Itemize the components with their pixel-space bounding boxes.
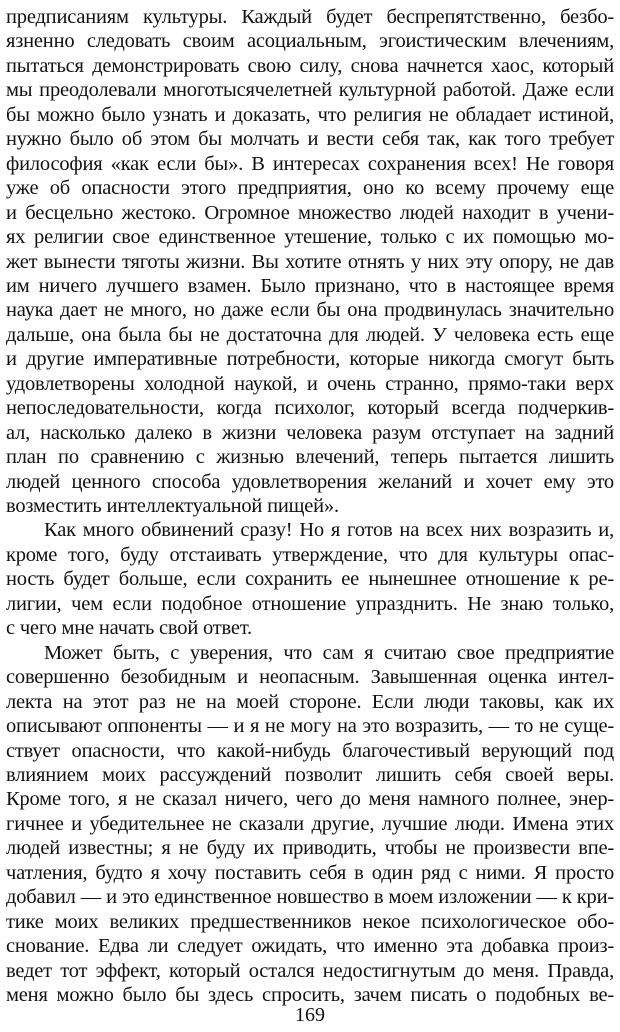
text-line: описывают оппоненты — и я не могу на это возразить, — то не суще- — [6, 715, 614, 738]
text-line: Может быть, с уверения, что сам я считаю свое предприятие — [44, 641, 614, 664]
text-line: философия «как если бы». В интересах сохранения всех! Не говоря — [6, 152, 614, 175]
text-line: с чего мне начать свой ответ. — [6, 617, 252, 640]
text-line: план по сравнению с жизнью влечений, теперь пытается лишить — [6, 446, 614, 469]
text-line: и бесцельно жестоко. Огромное множество людей находит в учени- — [6, 201, 614, 224]
text-line: ствует опасности, что какой-нибудь благочестивый верующий под — [6, 739, 614, 762]
text-line: совершенно безобидным и неопасным. Завышенная оценка интел- — [6, 666, 614, 689]
text-line: нужно было об этом бы молчать и вести себя так, как того требует — [6, 128, 614, 151]
text-line: ал, насколько далеко в жизни человека разум отступает на задний — [6, 421, 614, 444]
text-line: лигии, чем если подобное отношение упразднить. Не знаю только, — [6, 592, 614, 615]
text-line: лекта на этот раз не на моей стороне. Если люди таковы, как их — [6, 690, 614, 713]
text-line: влиянием моих рассуждений позволит лишить себя своей веры. — [6, 763, 614, 786]
text-line: меня можно было бы здесь спросить, зачем писать о подобных ве- — [6, 984, 614, 1006]
text-line: уже об опасности этого предприятия, оно ко всему прочему еще — [6, 177, 614, 200]
text-line: удовлетворены холодной наукой, и очень странно, прямо-таки верх — [6, 372, 614, 395]
text-line: кроме того, буду отстаивать утверждение, что для культуры опас- — [6, 543, 614, 566]
text-line: ях религии свое единственное утешение, только с их помощью мо- — [6, 226, 614, 249]
text-line: непоследовательности, когда психолог, который всегда подчеркив- — [6, 397, 614, 420]
text-line: наука дает не много, но даже если бы она продвинулась значительно — [6, 299, 614, 322]
text-line: чатления, будто я хочу поставить себя в один ряд с ними. Я просто — [6, 861, 614, 884]
text-line: предписаниям культуры. Каждый будет беспрепятственно, безбо- — [6, 6, 614, 28]
text-line: пытаться демонстрировать свою силу, снова начнется хаос, который — [6, 54, 614, 77]
text-line: язненно следовать своим асоциальным, эгоистическим влечениям, — [6, 30, 614, 53]
text-line: и другие императивные потребности, которые никогда смогут быть — [6, 348, 614, 371]
text-line: людей известны; я не буду их приводить, чтобы не произвести впе- — [6, 837, 614, 860]
text-line: бы можно было узнать и доказать, что религия не обладает истиной, — [6, 103, 614, 126]
text-line: Кроме того, я не сказал ничего, чего до меня намного полнее, энер- — [6, 788, 614, 811]
text-line: возместить интеллектуальной пищей». — [6, 495, 339, 517]
text-line: Как много обвинений сразу! Но я готов на всех них возразить и, — [44, 519, 614, 542]
text-line: добавил — и это единственное новшество в моем изложении — к кри- — [6, 886, 614, 909]
text-line: мы преодолевали многотысячелетней культурной работой. Даже если — [6, 79, 614, 102]
page-number: 169 — [295, 1004, 325, 1026]
text-line: ность будет больше, если сохранить ее нынешнее отношение к ре- — [6, 568, 614, 591]
text-line: жет вынести тяготы жизни. Вы хотите отнять у них эту опору, не дав — [6, 250, 614, 273]
text-line: ведет тот эффект, который остался недостигнутым до меня. Правда, — [6, 959, 614, 982]
text-line: снование. Едва ли следует ожидать, что именно эта добавка произ- — [6, 935, 614, 958]
text-line: им ничего лучшего взамен. Было признано, что в настоящее время — [6, 274, 614, 297]
text-line: дальше, она была бы не достаточна для людей. У человека есть еще — [6, 323, 614, 346]
text-line: людей ценного способа удовлетворения желаний и хочет ему это — [6, 470, 614, 493]
text-line: гичнее и убедительнее не сказали другие, лучшие люди. Имена этих — [6, 812, 614, 835]
text-line: тике моих великих предшественников некое психологическое обо- — [6, 910, 614, 933]
